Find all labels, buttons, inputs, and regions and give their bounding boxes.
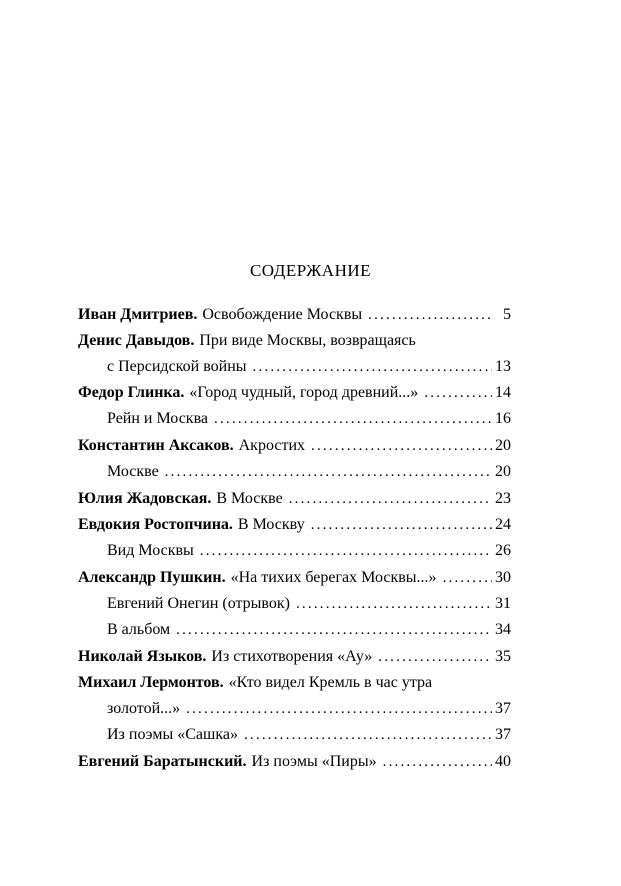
dot-leader <box>443 567 492 589</box>
dot-leader <box>383 751 492 773</box>
entry-page: 20 <box>495 463 511 480</box>
entry-page: 26 <box>495 542 511 559</box>
entry-page: 40 <box>495 753 511 770</box>
dot-leader <box>186 698 492 720</box>
entry-author: Юлия Жадовская. <box>78 490 212 507</box>
entry-title: Акростих <box>238 437 306 454</box>
entry-author: Евгений Баратынский. <box>78 753 247 770</box>
entry-page: 24 <box>495 516 511 533</box>
entry-title: Из поэмы «Сашка» <box>107 726 238 743</box>
entry-page: 30 <box>495 569 511 586</box>
toc-entry <box>78 461 511 483</box>
toc-entry <box>78 435 511 457</box>
entry-title: Из поэмы «Пиры» <box>251 753 377 770</box>
entry-page: 37 <box>495 700 511 717</box>
toc-entry <box>78 672 511 694</box>
toc-entry <box>78 408 511 430</box>
entry-page: 16 <box>495 410 511 427</box>
dot-leader <box>253 356 492 378</box>
entry-title: «Кто видел Кремль в час утра <box>228 674 433 691</box>
entry-page: 20 <box>495 437 511 454</box>
entry-page: 31 <box>495 595 511 612</box>
entry-author: Александр Пушкин. <box>78 569 226 586</box>
entry-author: Михаил Лермонтов. <box>78 674 224 691</box>
entry-page: 5 <box>503 306 511 323</box>
dot-leader <box>244 724 492 746</box>
entry-title: Рейн и Москва <box>107 410 209 427</box>
toc-entry <box>78 698 511 720</box>
entry-author: Денис Давыдов. <box>78 332 195 349</box>
dot-leader <box>368 304 494 326</box>
dot-leader <box>424 382 492 404</box>
entry-title: золотой...» <box>107 700 181 717</box>
entry-title: В Москве <box>216 490 283 507</box>
toc-entry <box>78 751 511 773</box>
entry-title: Освобождение Москвы <box>202 306 363 323</box>
dot-leader <box>214 408 492 430</box>
dot-leader <box>378 646 492 668</box>
toc-entry <box>78 540 511 562</box>
dot-leader <box>200 540 492 562</box>
entry-title: Евгений Онегин (отрывок) <box>107 595 290 612</box>
entry-author: Иван Дмитриев. <box>78 306 198 323</box>
dot-leader <box>311 435 492 457</box>
entry-page: 37 <box>495 726 511 743</box>
entry-author: Федор Глинка. <box>78 384 185 401</box>
entry-title: «На тихих берегах Москвы...» <box>230 569 437 586</box>
dot-leader <box>289 488 492 510</box>
toc-entry <box>78 356 511 378</box>
toc-entry <box>78 619 511 641</box>
entry-title: При виде Москвы, возвращаясь <box>199 332 416 349</box>
entry-title: с Персидской войны <box>107 358 247 375</box>
entry-title: В Москву <box>237 516 305 533</box>
toc-entry <box>78 330 511 352</box>
toc-heading: СОДЕРЖАНИЕ <box>249 261 372 280</box>
toc-entry <box>78 382 511 404</box>
entry-author: Евдокия Ростопчина. <box>78 516 233 533</box>
toc-entry <box>78 593 511 615</box>
toc-entry <box>78 488 511 510</box>
dot-leader <box>176 619 492 641</box>
entry-page: 35 <box>495 648 511 665</box>
entry-page: 14 <box>495 384 511 401</box>
dot-leader <box>311 514 492 536</box>
entry-page: 34 <box>495 621 511 638</box>
entry-title: Из стихотворения «Ау» <box>211 648 373 665</box>
entry-title: В альбом <box>107 621 171 638</box>
toc-entry <box>78 514 511 536</box>
entry-page: 23 <box>495 490 511 507</box>
entry-page: 13 <box>495 358 511 375</box>
toc-entry <box>78 724 511 746</box>
toc-entry <box>78 567 511 589</box>
entry-title: «Город чудный, город древний...» <box>189 384 419 401</box>
entry-author: Константин Аксаков. <box>78 437 234 454</box>
dot-leader <box>165 461 492 483</box>
toc-entry <box>78 646 511 668</box>
toc-entry <box>78 304 511 326</box>
entry-title: Москве <box>107 463 159 480</box>
dot-leader <box>296 593 492 615</box>
entry-author: Николай Языков. <box>78 648 207 665</box>
entry-title: Вид Москвы <box>107 542 194 559</box>
